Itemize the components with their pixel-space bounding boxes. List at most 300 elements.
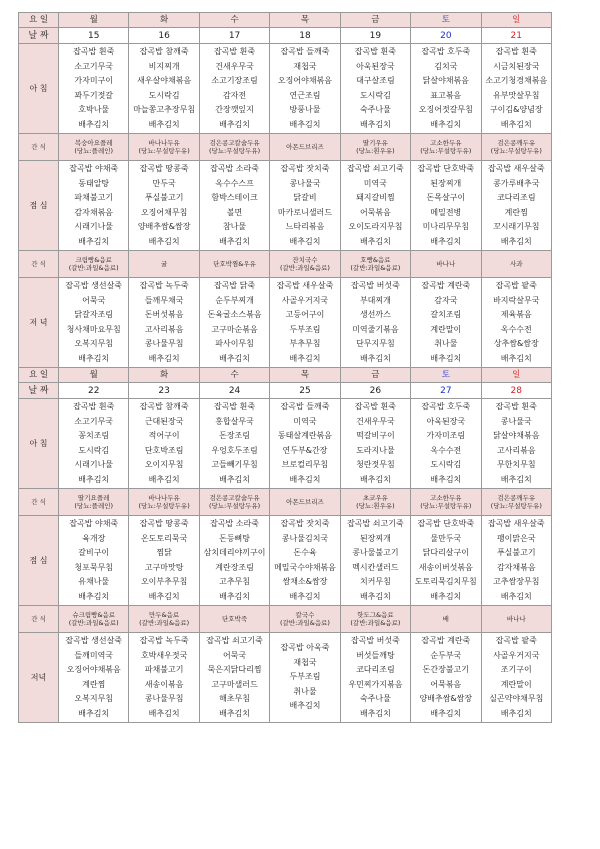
meal-cell: [411, 161, 481, 251]
menu-item: 두부조림: [289, 324, 321, 334]
snack-cell: [481, 606, 551, 633]
snack-item: 단호박찜&우유: [213, 260, 256, 268]
menu-item: 들깨미역국: [74, 650, 114, 660]
menu-item: 코다리조림: [496, 193, 536, 202]
meal-cell: [481, 399, 551, 489]
snack-item: 핫도그&음료: [357, 611, 394, 619]
meal-cell: [199, 516, 269, 606]
menu-item: 고추무침: [219, 577, 251, 586]
meal-row: [19, 278, 552, 368]
meal-cell: [481, 161, 551, 251]
menu-item: 소고기장조림: [211, 76, 258, 85]
menu-item: 도토리묵김치무침: [414, 577, 477, 586]
menu-item: 청란젓무침: [356, 460, 395, 469]
menu-item: 배추김치: [359, 119, 391, 129]
menu-item: 동태알탕: [78, 178, 110, 188]
date-cell: 20: [411, 28, 481, 44]
menu-item: 잡곡밥 흰죽: [73, 402, 115, 411]
row-label: 저녁: [19, 633, 59, 723]
menu-item: 잡곡밥 흰죽: [213, 402, 256, 411]
date-cell: 26: [340, 383, 410, 399]
menu-item: 배추김치: [148, 119, 180, 129]
menu-item: 고구마순볶음: [211, 324, 258, 334]
menu-item: 잡곡밥 녹두죽: [139, 281, 189, 290]
date-row: [19, 383, 552, 399]
menu-item: 잡곡밥 새우살죽: [276, 281, 334, 290]
menu-item: 적어구이: [148, 431, 180, 440]
menu-item: 감자전: [222, 90, 247, 100]
menu-item: 찜닭: [156, 548, 172, 557]
menu-item: 배추김치: [289, 474, 321, 484]
snack-item: (당뇨:플레인): [74, 147, 114, 155]
menu-item: 배추김치: [219, 236, 251, 246]
menu-item: 옥수수스프: [215, 178, 254, 188]
snack-item: 귤: [160, 260, 168, 268]
snack-row: [19, 251, 552, 278]
menu-item: 배추김치: [430, 708, 462, 718]
snack-item: 슈크림빵&음료: [72, 611, 116, 619]
menu-item: 콩나물무침: [144, 694, 184, 703]
menu-item: 배추김치: [430, 119, 462, 129]
menu-item: 오이지무침: [144, 460, 184, 469]
menu-item: 오복지무침: [74, 694, 114, 703]
menu-item: 잡곡밥 생선살죽: [65, 636, 123, 645]
snack-item: 만두&음료: [149, 611, 180, 619]
menu-item: 배추김치: [78, 236, 110, 246]
menu-item: 부추무침: [289, 339, 321, 348]
snack-cell: [340, 489, 410, 516]
menu-item: 함박스테이크: [211, 193, 258, 202]
menu-item: 닭갈자조림: [74, 310, 114, 319]
menu-item: 닭살야채볶음: [422, 76, 469, 85]
snack-row: [19, 134, 552, 161]
menu-item: 잡곡밥 새우살죽: [487, 164, 545, 173]
meal-cell: [270, 516, 340, 606]
meal-cell: [59, 161, 129, 251]
menu-item: 배추김치: [289, 701, 321, 711]
weekday-cell: 월: [59, 368, 129, 383]
menu-item: 잡곡밥 닭죽: [213, 281, 256, 290]
menu-item: 잡곡밥 야채죽: [69, 519, 119, 528]
menu-item: 새송이버섯볶음: [418, 562, 473, 572]
menu-item: 잡곡밥 참깨죽: [139, 47, 189, 56]
menu-item: 표고볶음: [430, 90, 462, 100]
meal-cell: [481, 516, 551, 606]
menu-item: 미나리무무침: [422, 222, 469, 231]
menu-item: 재첩국: [293, 61, 317, 71]
menu-item: 실곤약야채무침: [489, 694, 544, 703]
menu-item: 순두부찌개: [215, 295, 254, 305]
menu-item: 배추김치: [500, 119, 532, 129]
menu-item: 시래기나물: [74, 222, 114, 231]
weekday-cell: 화: [129, 368, 199, 383]
menu-item: 마카로니샐러드: [277, 207, 333, 217]
meal-cell: [199, 278, 269, 368]
menu-item: 숙주나물: [359, 105, 391, 114]
snack-item: 칼국수: [295, 611, 315, 619]
snack-cell: [199, 489, 269, 516]
menu-item: 파채불고기: [74, 193, 114, 202]
menu-item: 재첩국: [293, 657, 317, 667]
menu-item: 새우살야채볶음: [137, 76, 192, 85]
snack-item: 검은콩깨두유: [497, 139, 536, 147]
snack-row: [19, 606, 552, 633]
menu-item: 치커무침: [359, 577, 391, 586]
date-cell: 23: [129, 383, 199, 399]
menu-item: 온도토리묵국: [140, 533, 188, 543]
snack-item: 초코우유: [362, 494, 388, 502]
menu-item: 배추김치: [78, 474, 110, 484]
menu-item: 닭살야채볶음: [493, 431, 540, 440]
snack-item: 바나나: [436, 260, 456, 268]
weekday-cell: 토: [411, 13, 481, 28]
snack-item: 아몬드브리즈: [286, 143, 324, 151]
menu-item: 잡곡밥 잣치죽: [280, 519, 330, 528]
snack-cell: [340, 134, 410, 161]
meal-cell: [340, 633, 410, 723]
snack-cell: [411, 489, 481, 516]
menu-item: 미역국: [293, 416, 317, 426]
menu-item: 도시락김: [78, 445, 110, 455]
menu-item: 어묵국: [222, 650, 247, 660]
menu-item: 돈버섯볶음: [144, 310, 184, 319]
menu-item: 잡곡밥 쇠고기죽: [347, 164, 404, 173]
meal-cell: [340, 161, 410, 251]
menu-item: 방풍나물: [289, 105, 321, 114]
menu-item: 아욱된장국: [426, 416, 466, 426]
menu-item: 배추김치: [500, 474, 532, 484]
menu-item: 배추김치: [359, 353, 391, 363]
meal-cell: [129, 278, 199, 368]
menu-item: 잡곡밥 흰죽: [354, 402, 396, 411]
menu-item: 김치국: [434, 61, 458, 71]
menu-item: 잡곡밥 흰죽: [495, 402, 537, 411]
menu-item: 청포묵무침: [74, 562, 114, 572]
menu-item: 시래기나물: [74, 460, 114, 469]
menu-item: 도라지나물: [356, 445, 395, 455]
row-label: 간 식: [19, 251, 59, 278]
date-cell: 21: [481, 28, 551, 44]
date-row: [19, 28, 552, 44]
menu-item: 바지락살무국: [493, 295, 540, 305]
menu-item: 비지찌개: [148, 61, 180, 71]
weekday-header-row: [19, 13, 552, 28]
menu-item: 배추김치: [78, 591, 110, 601]
snack-item: (당뇨:흰우유): [356, 147, 395, 155]
menu-item: 잡곡밥 녹두죽: [139, 636, 189, 645]
menu-item: 참나물: [222, 222, 247, 231]
menu-item: 배추김치: [78, 119, 110, 129]
menu-item: 두부조림: [289, 672, 321, 682]
date-cell: 18: [270, 28, 340, 44]
snack-item: 호빵&음료: [360, 256, 391, 264]
meal-cell: [129, 161, 199, 251]
menu-item: 어묵국: [82, 295, 106, 305]
snack-cell: [411, 134, 481, 161]
menu-item: 배추김치: [148, 353, 180, 363]
menu-item: 해초무침: [219, 694, 251, 703]
menu-item: 간장깻잎지: [215, 105, 254, 114]
date-cell: 19: [340, 28, 410, 44]
menu-item: 잡곡밥 계란죽: [421, 636, 471, 645]
menu-item: 물만두국: [430, 533, 462, 543]
menu-item: 배추김치: [500, 236, 532, 246]
weekday-cell: 금: [340, 368, 410, 383]
menu-item: 감자채볶음: [496, 562, 536, 572]
menu-item: 갈비구이: [78, 548, 110, 557]
menu-item: 잡곡밥 아욱죽: [280, 643, 330, 653]
meal-row: [19, 161, 552, 251]
menu-item: 배추김치: [148, 474, 180, 484]
snack-item: 고소한두유: [430, 494, 462, 502]
menu-item: 잡곡밥 새우살죽: [487, 519, 545, 528]
menu-item: 잡곡밥 단호박죽: [417, 164, 475, 173]
menu-item: 고사리볶음: [496, 445, 536, 455]
menu-item: 육개장: [82, 533, 106, 543]
snack-item: (갈반:과일&음료): [350, 619, 401, 627]
date-cell: 16: [129, 28, 199, 44]
snack-item: 바나나두유: [148, 139, 180, 147]
snack-item: 배: [442, 615, 449, 623]
meal-cell: [199, 161, 269, 251]
meal-cell: [129, 516, 199, 606]
menu-item: 배추김치: [219, 474, 251, 484]
meal-cell: [411, 516, 481, 606]
snack-cell: [270, 489, 340, 516]
menu-item: 배추김치: [219, 591, 251, 601]
menu-item: 잡곡밥 소라죽: [210, 519, 260, 528]
menu-item: 갈치조림: [430, 310, 462, 319]
menu-item: 돈수육: [293, 548, 317, 557]
menu-item: 잡곡밥 흰죽: [73, 47, 115, 56]
meal-cell: [270, 633, 340, 723]
menu-item: 팽이맑은국: [496, 533, 536, 543]
menu-item: 배추김치: [219, 708, 251, 718]
snack-cell: [59, 134, 129, 161]
meal-cell: [340, 399, 410, 489]
menu-item: 배추김치: [289, 353, 321, 363]
menu-item: 돈등뼈탕: [219, 533, 251, 543]
menu-item: 콩나물국: [289, 178, 321, 188]
meal-cell: [481, 44, 551, 134]
weekday-cell: 금: [340, 13, 410, 28]
menu-item: 들깨무채국: [144, 295, 184, 305]
snack-item: (당뇨:무설탕두유): [138, 147, 190, 155]
menu-item: 콩나물국: [500, 416, 532, 426]
menu-item: 소고기청경채볶음: [485, 76, 548, 85]
row-label: 간 식: [19, 606, 59, 633]
menu-item: 돼지갈비찜: [356, 193, 395, 202]
meal-cell: [270, 399, 340, 489]
menu-item: 메밀전병: [430, 207, 462, 217]
menu-item: 메밀국수야채볶음: [274, 562, 336, 572]
snack-item: 복숭아요플레: [74, 139, 113, 147]
date-label: 날 짜: [19, 383, 59, 399]
snack-item: 사과: [509, 260, 523, 268]
menu-item: 콩나물불고기: [352, 548, 399, 557]
row-label: 아 침: [19, 44, 59, 134]
menu-item: 파사이무침: [215, 339, 254, 348]
menu-item: 꽈두기젓갈: [74, 90, 114, 100]
weekday-cell: 일: [481, 13, 551, 28]
snack-cell: [340, 251, 410, 278]
menu-item: 볼면: [226, 207, 243, 217]
meal-cell: [411, 278, 481, 368]
menu-item: 쌈채소&쌈장: [282, 577, 328, 586]
meal-cell: [270, 161, 340, 251]
snack-cell: [129, 134, 199, 161]
menu-item: 대구살조림: [356, 76, 395, 85]
menu-item: 멕시칸샐러드: [352, 562, 399, 572]
menu-item: 콩나물김치국: [281, 533, 329, 543]
meal-cell: [199, 633, 269, 723]
menu-item: 오징어야채볶음: [66, 665, 121, 674]
menu-item: 부대찌개: [359, 295, 391, 305]
row-label: 저 녁: [19, 278, 59, 368]
snack-item: 고소한두유: [430, 139, 462, 147]
menu-item: 잡곡밥 땅콩죽: [139, 164, 189, 173]
meal-cell: [59, 278, 129, 368]
menu-item: 계란찜: [82, 679, 106, 689]
menu-item: 잡곡밥 참깨죽: [139, 402, 189, 411]
menu-item: 유부맛살무침: [493, 90, 540, 100]
menu-item: 상추쌈&쌈장: [493, 339, 539, 348]
menu-item: 배추김치: [430, 353, 462, 363]
menu-item: 숙주나물: [359, 694, 391, 703]
meal-cell: [199, 399, 269, 489]
menu-item: 배추김치: [430, 591, 462, 601]
menu-item: 단무지무침: [356, 339, 395, 348]
menu-item: 코다리조림: [356, 665, 395, 674]
menu-item: 배추김치: [78, 708, 110, 718]
menu-item: 콩가루배추국: [493, 178, 540, 188]
menu-item: 배추김치: [289, 119, 321, 129]
menu-item: 돈목살구이: [426, 193, 466, 202]
snack-cell: [481, 134, 551, 161]
menu-item: 도시락김: [148, 90, 180, 100]
menu-item: 배추김치: [148, 591, 180, 601]
meal-cell: [129, 399, 199, 489]
menu-item: 잡곡밥 버섯죽: [350, 636, 400, 645]
menu-item: 우민찌가지볶음: [348, 679, 403, 689]
date-cell: 27: [411, 383, 481, 399]
weekday-header-label: 요 일: [19, 368, 59, 383]
menu-item: 조기구이: [500, 665, 532, 674]
menu-item: 옥수수전: [500, 324, 532, 334]
date-cell: 25: [270, 383, 340, 399]
menu-item: 잡곡밥 흰죽: [495, 47, 537, 56]
menu-item: 배추김치: [289, 591, 321, 601]
weekday-header-row: [19, 368, 552, 383]
menu-item: 미역줄기볶음: [352, 324, 399, 334]
snack-cell: [411, 606, 481, 633]
menu-item: 잡곡밥 버섯죽: [350, 281, 400, 290]
meal-cell: [270, 278, 340, 368]
menu-item: 잡곡밥 쇠고기죽: [347, 519, 404, 528]
menu-item: 옥수수전: [430, 445, 462, 455]
menu-item: 배추김치: [500, 353, 532, 363]
meal-cell: [340, 44, 410, 134]
menu-item: 어묵볶음: [359, 207, 391, 217]
meal-cell: [481, 633, 551, 723]
menu-item: 오이부추무침: [140, 577, 188, 586]
weekday-cell: 수: [199, 368, 269, 383]
snack-item: (당뇨:무설탕두유): [208, 502, 261, 510]
snack-item: (갈반:과일&음료): [279, 264, 330, 272]
meal-cell: [59, 399, 129, 489]
menu-item: 잡곡밥 팥죽: [495, 281, 537, 290]
menu-item: 건새우무국: [215, 61, 254, 71]
snack-cell: [270, 606, 340, 633]
meal-row: [19, 399, 552, 489]
menu-item: 잡곡밥 땅콩죽: [139, 519, 189, 528]
menu-item: 묵은지닭다리찜: [207, 665, 262, 674]
menu-item: 순두부국: [430, 650, 462, 660]
menu-item: 콩나물무침: [144, 339, 184, 348]
weekly-menu-sheet: [18, 12, 552, 723]
menu-item: 잡곡밥 들깨죽: [280, 402, 330, 411]
menu-item: 잡곡밥 야채죽: [69, 164, 119, 173]
meal-cell: [199, 44, 269, 134]
menu-item: 배추김치: [289, 236, 321, 246]
menu-item: 미역국: [363, 178, 387, 188]
menu-item: 배추김치: [219, 353, 251, 363]
meal-cell: [129, 633, 199, 723]
snack-item: (당뇨:무설탕두유): [138, 502, 190, 510]
weekday-cell: 목: [270, 13, 340, 28]
meal-row: [19, 44, 552, 134]
menu-item: 양배추쌈&쌈장: [137, 222, 191, 231]
snack-item: (갈반:과일&음료): [279, 619, 330, 627]
menu-item: 파채불고기: [144, 665, 184, 674]
menu-item: 오이도라지무침: [348, 222, 403, 231]
menu-item: 삼치데리야끼구이: [203, 548, 266, 557]
row-label: 간 식: [19, 134, 59, 161]
snack-item: 검은콩고칼슘두유: [209, 139, 260, 147]
snack-cell: [59, 251, 129, 278]
meal-cell: [340, 278, 410, 368]
menu-item: 우엉호두조림: [211, 445, 258, 455]
snack-item: (당뇨:흰우유): [356, 502, 395, 510]
weekday-cell: 목: [270, 368, 340, 383]
menu-item: 소고기무국: [74, 416, 114, 426]
snack-cell: [270, 251, 340, 278]
meal-cell: [129, 44, 199, 134]
menu-item: 연두부&간장: [282, 445, 328, 455]
menu-item: 고사리볶음: [144, 324, 184, 334]
menu-item: 돈간장불고기: [422, 665, 469, 674]
menu-item: 사골우거지국: [493, 650, 540, 660]
snack-row: [19, 489, 552, 516]
menu-item: 잡곡밥 잣치죽: [280, 164, 330, 173]
menu-item: 배추김치: [359, 236, 391, 246]
row-label: 아 침: [19, 399, 59, 489]
menu-item: 배추김치: [430, 474, 462, 484]
menu-item: 고등어구이: [285, 310, 325, 319]
weekday-cell: 일: [481, 368, 551, 383]
snack-cell: [481, 489, 551, 516]
meal-cell: [270, 44, 340, 134]
menu-item: 건새우무국: [356, 416, 395, 426]
weekday-cell: 월: [59, 13, 129, 28]
menu-item: 닭갈비: [293, 193, 317, 202]
menu-item: 유채나물: [78, 577, 110, 586]
snack-cell: [59, 606, 129, 633]
meal-cell: [481, 278, 551, 368]
snack-cell: [59, 489, 129, 516]
menu-item: 취나물: [293, 686, 317, 696]
menu-item: 홍합살무국: [215, 416, 254, 426]
